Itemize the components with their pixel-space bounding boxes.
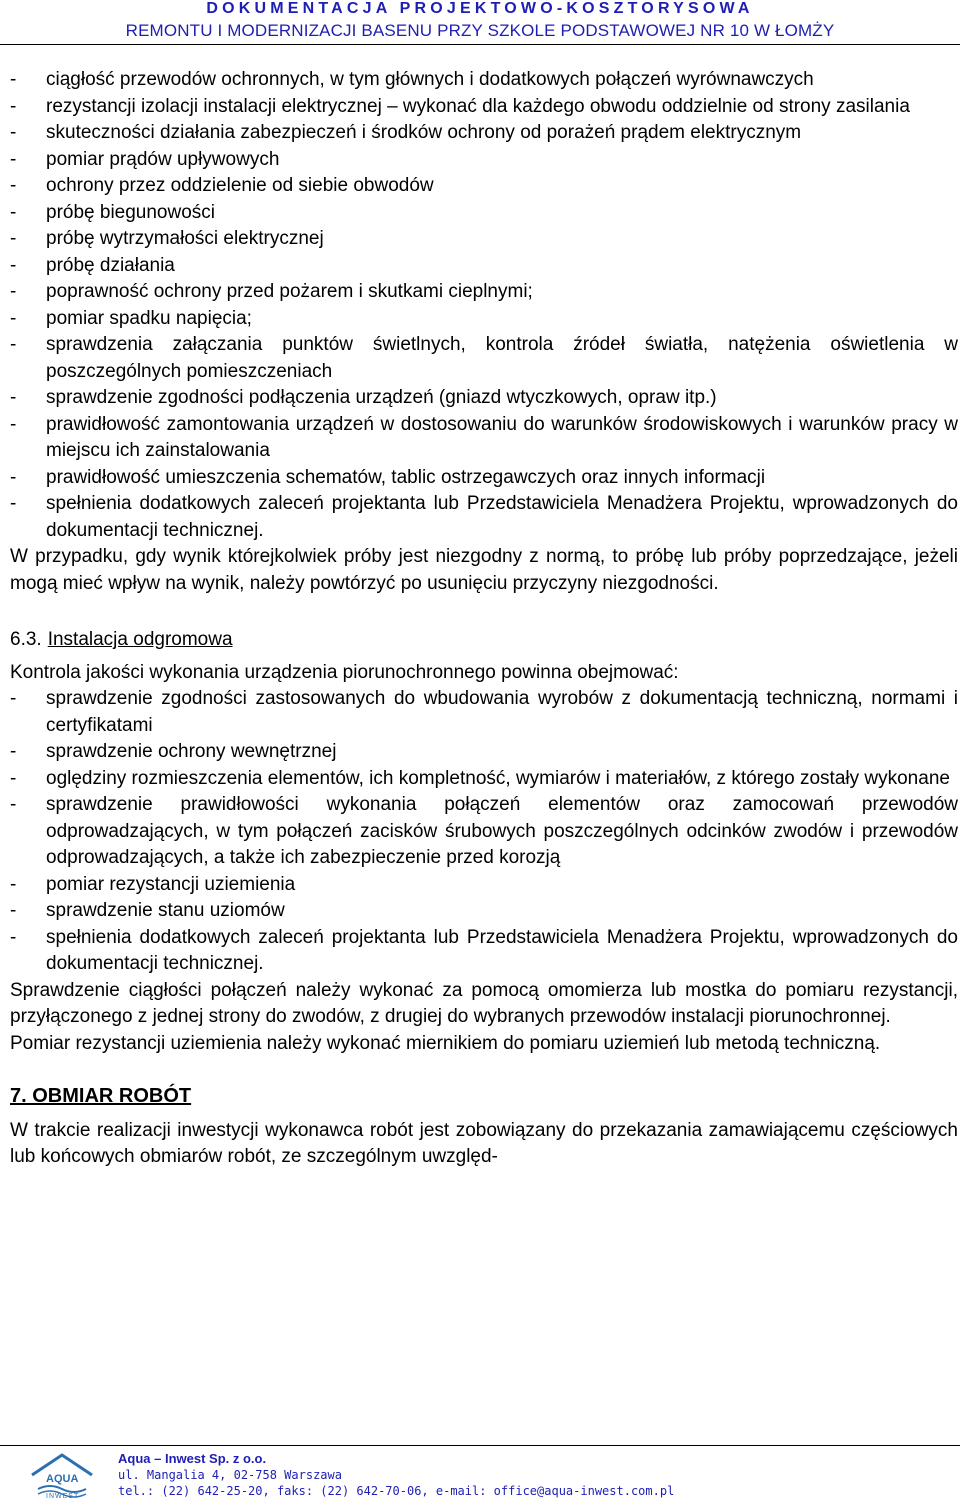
section-number: 6.3. <box>10 629 42 650</box>
list-item-text: ciągłość przewodów ochronnych, w tym głównych i dodatkowych połączeń wyrównawczych <box>46 69 814 90</box>
footer-contact <box>118 1451 674 1499</box>
bullet-dash: - <box>10 767 17 789</box>
lightning-check-list <box>10 686 958 978</box>
list-item-text: sprawdzenia załączania punktów świetlnych, kontrola źródeł światła, natężenia oświetlenia w poszczególnych pomieszczeniach <box>46 334 958 382</box>
list-item-text: pomiar rezystancji uziemienia <box>46 873 296 895</box>
list-item <box>10 925 958 978</box>
header-subtitle: REMONTU I MODERNIZACJI BASENU PRZY SZKOLE PODSTAWOWEJ NR 10 W ŁOMŻY <box>125 21 835 40</box>
list-item-text: sprawdzenie stanu uziomów <box>46 900 285 921</box>
bullet-dash: - <box>10 794 17 815</box>
list-item <box>10 253 958 280</box>
bullet-dash: - <box>10 334 17 355</box>
bullet-dash: - <box>10 873 17 895</box>
list-item <box>10 385 958 412</box>
list-item-text: pomiar spadku napięcia; <box>46 307 252 329</box>
bullet-dash: - <box>10 175 17 196</box>
list-item-text: poprawność ochrony przed pożarem i skutkami cieplnymi; <box>46 281 533 302</box>
bullet-dash: - <box>10 493 17 514</box>
list-item-text: sprawdzenie ochrony wewnętrznej <box>46 741 337 762</box>
bullet-dash: - <box>10 254 17 276</box>
bullet-dash: - <box>10 741 17 762</box>
list-item <box>10 332 958 385</box>
list-item-text: prawidłowość umieszczenia schematów, tablic ostrzegawczych oraz innych informacji <box>46 466 766 488</box>
list-item <box>10 491 958 544</box>
bullet-dash: - <box>10 228 17 249</box>
list-item-text: próbę biegunowości <box>46 201 216 223</box>
logo-text-bottom: INWEST <box>46 1493 80 1500</box>
bullet-dash: - <box>10 688 17 709</box>
list-item <box>10 147 958 174</box>
paragraph-quality-control: Kontrola jakości wykonania urządzenia piorunochronnego powinna obejmować: <box>10 661 679 683</box>
footer-divider <box>0 1445 960 1446</box>
header-divider <box>0 44 960 45</box>
list-item-text: pomiar prądów upływowych <box>46 148 280 170</box>
bullet-dash: - <box>10 201 17 223</box>
list-item <box>10 226 958 253</box>
bullet-dash: - <box>10 413 17 435</box>
list-item-text: spełnienia dodatkowych zaleceń projektanta lub Przedstawiciela Menadżera Projektu, wprowadzonych do dokumentacji technicznej. <box>46 493 958 541</box>
list-item <box>10 279 958 306</box>
bullet-dash: - <box>10 281 17 302</box>
footer-address: ul. Mangalia 4, 02-758 Warszawa <box>118 1468 342 1482</box>
list-item-text: próbę działania <box>46 254 175 276</box>
bullet-dash: - <box>10 95 17 117</box>
list-item-text: oględziny rozmieszczenia elementów, ich kompletność, wymiarów i materiałów, z którego zostały wykonane <box>46 767 950 789</box>
list-item <box>10 120 958 147</box>
list-item <box>10 739 958 766</box>
list-item-text: sprawdzenie zgodności zastosowanych do wbudowania wyrobów z dokumentacją techniczną, normami i certyfikatami <box>46 688 958 736</box>
bullet-dash: - <box>10 122 17 143</box>
bullet-dash: - <box>10 387 17 408</box>
list-item-text: ochrony przez oddzielenie od siebie obwodów <box>46 175 434 196</box>
bullet-dash: - <box>10 307 17 329</box>
list-item <box>10 465 958 492</box>
company-logo <box>24 1449 100 1501</box>
list-item <box>10 686 958 739</box>
bullet-dash: - <box>10 900 17 921</box>
logo-text-top: AQUA <box>46 1473 79 1485</box>
list-item <box>10 306 958 333</box>
paragraph-continuity: Sprawdzenie ciągłości połączeń należy wykonać za pomocą omomierza lub mostka do pomiaru rezystancji, przyłączonego z jednej strony do zwodów, z drugiej do wybranych przewodów instalacji piorunochronnej. <box>10 979 958 1027</box>
list-item-text: prawidłowość zamontowania urządzeń w dostosowaniu do warunków środowiskowych i warunków pracy w miejscu ich zainstalowania <box>46 413 958 461</box>
list-item-text: sprawdzenie prawidłowości wykonania połączeń elementów oraz zamocowań przewodów odprowadzających, w tym połączeń zacisków śrubowych poszczególnych odcinków zwodów i przewodów odprowadzających, a także ich zabezpieczenie przed korozją <box>46 794 958 868</box>
section-7-heading: 7. OBMIAR ROBÓT <box>10 1085 192 1107</box>
bullet-dash: - <box>10 69 17 90</box>
section-6-3-heading <box>10 627 958 654</box>
list-item <box>10 94 958 121</box>
list-item <box>10 792 958 872</box>
list-item-text: spełnienia dodatkowych zaleceń projektanta lub Przedstawiciela Menadżera Projektu, wprowadzonych do dokumentacji technicznej. <box>46 926 958 974</box>
list-item <box>10 898 958 925</box>
list-item-text: skuteczności działania zabezpieczeń i środków ochrony od porażeń prądem elektrycznym <box>46 122 802 143</box>
page-footer <box>0 1445 960 1503</box>
footer-company: Aqua – Inwest Sp. z o.o. <box>118 1451 267 1466</box>
list-item <box>10 872 958 899</box>
paragraph-repeat-tests: W przypadku, gdy wynik którejkolwiek próby jest niezgodny z normą, to próbę lub próby poprzedzające, jeżeli mogą mieć wpływ na wynik, należy powtórzyć po usunięciu przyczyny niezgodności. <box>10 546 958 594</box>
header-title: DOKUMENTACJA PROJEKTOWO-KOSZTORYSOWA <box>206 0 754 17</box>
bullet-dash: - <box>10 148 17 170</box>
paragraph-earthing: Pomiar rezystancji uziemienia należy wykonać miernikiem do pomiaru uziemień lub metodą techniczną. <box>10 1032 881 1054</box>
list-item <box>10 766 958 793</box>
footer-phone-email: tel.: (22) 642-25-20, faks: (22) 642-70-06, e-mail: office@aqua-inwest.com.pl <box>118 1484 675 1498</box>
document-body <box>10 67 958 1171</box>
bullet-dash: - <box>10 466 17 488</box>
page-header <box>0 0 960 44</box>
list-item <box>10 173 958 200</box>
list-item-text: rezystancji izolacji instalacji elektrycznej – wykonać dla każdego obwodu oddzielnie od strony zasilania <box>46 95 910 117</box>
test-list <box>10 67 958 544</box>
bullet-dash: - <box>10 926 17 948</box>
list-item <box>10 67 958 94</box>
list-item-text: sprawdzenie zgodności podłączenia urządzeń (gniazd wtyczkowych, opraw itp.) <box>46 387 717 408</box>
section-title: Instalacja odgromowa <box>47 629 233 650</box>
list-item-text: próbę wytrzymałości elektrycznej <box>46 228 324 249</box>
list-item <box>10 412 958 465</box>
list-item <box>10 200 958 227</box>
paragraph-measurement: W trakcie realizacji inwestycji wykonawca robót jest zobowiązany do przekazania zamawiającemu częściowych lub końcowych obmiarów robót, ze szczególnym uwzględ- <box>10 1119 958 1167</box>
